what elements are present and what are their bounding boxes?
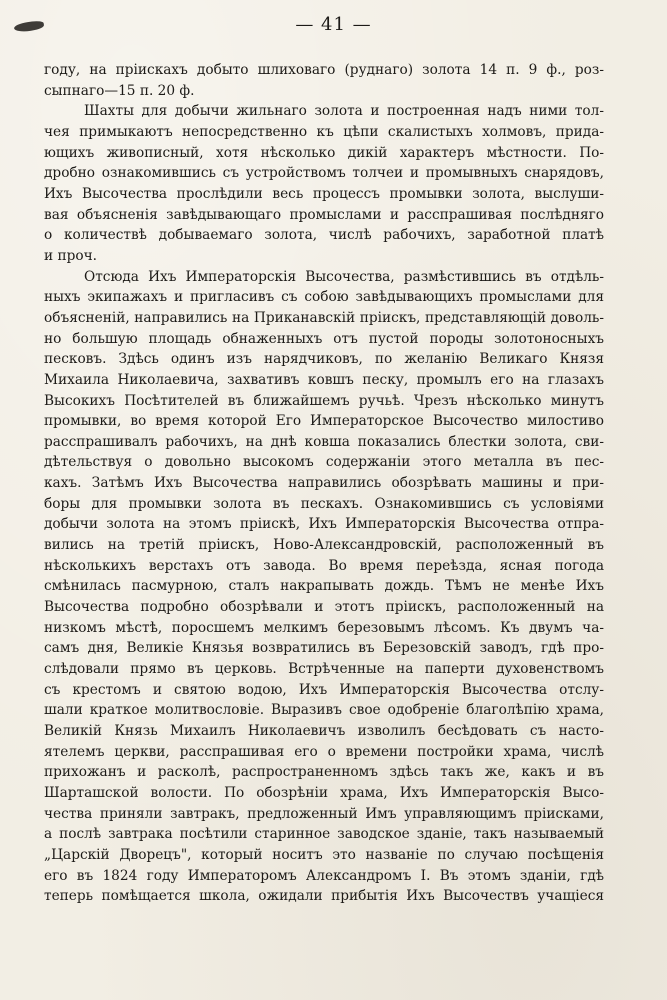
text-line: Шарташской волости. По обозрѣніи храма, Ихъ Императорскія Высо- xyxy=(44,784,604,801)
text-line: чея примыкаютъ непосредственно къ цѣпи скалистыхъ холмовъ, прида- xyxy=(44,123,604,140)
text-line: Ихъ Высочества прослѣдили весь процессъ промывки золота, выслуши- xyxy=(44,185,604,202)
text-line: низкомъ мѣстѣ, поросшемъ мелкимъ березовымъ лѣсомъ. Къ двумъ ча- xyxy=(44,619,604,636)
text-line: „Царскій Дворецъ", который носитъ это названіе по случаю посѣщенія xyxy=(44,846,604,863)
text-line: а послѣ завтрака посѣтили старинное заводское зданіе, такъ называемый xyxy=(44,826,604,843)
text-line: сыпнаго—15 п. 20 ф. xyxy=(44,82,195,99)
text-line: расспрашивалъ рабочихъ, на днѣ ковша показались блестки золота, сви- xyxy=(44,433,604,450)
text-line: но большую площадь обнаженныхъ отъ пустой породы золотоносныхъ xyxy=(44,330,604,347)
text-line: съ крестомъ и святою водою, Ихъ Императорскія Высочества отслу- xyxy=(44,681,604,698)
text-line: году, на пріискахъ добыто шлиховаго (руднаго) золота 14 п. 9 ф., роз- xyxy=(44,62,604,78)
text-line: дробно ознакомившись съ устройствомъ толчеи и промывныхъ снарядовъ, xyxy=(44,165,604,182)
text-line: и проч. xyxy=(44,247,97,264)
text-line: нѣсколькихъ верстахъ отъ завода. Во время переѣзда, ясная погода xyxy=(44,557,604,574)
text-line: ятелемъ церкви, расспрашивая его о времени постройки храма, числѣ xyxy=(44,743,604,760)
text-line: Высокихъ Посѣтителей въ ближайшемъ ручьѣ. Чрезъ нѣсколько минутъ xyxy=(44,392,604,409)
text-line: боры для промывки золота въ пескахъ. Ознакомившись съ условіями xyxy=(44,495,604,512)
text-line: Высочества подробно обозрѣвали и этотъ пріискъ, расположенный на xyxy=(44,599,604,616)
text-line: ющихъ живописный, хотя нѣсколько дикій характеръ мѣстности. По- xyxy=(44,144,604,161)
text-line: Шахты для добычи жильнаго золота и построенная надъ ними тол- xyxy=(84,103,604,120)
text-line: Отсюда Ихъ Императорскія Высочества, размѣстившись въ отдѣль- xyxy=(84,268,604,285)
text-line: промывки, во время которой Его Императорское Высочество милостиво xyxy=(44,413,604,430)
text-line: о количествѣ добываемаго золота, числѣ рабочихъ, заработной платѣ xyxy=(44,227,604,244)
text-line: его въ 1824 году Императоромъ Александромъ I. Въ этомъ зданіи, гдѣ xyxy=(44,867,604,884)
text-line: ныхъ экипажахъ и пригласивъ съ собою завѣдывающихъ промыслами для xyxy=(44,289,604,306)
text-line: добычи золота на этомъ пріискѣ, Ихъ Императорскія Высочества отпра- xyxy=(44,516,604,533)
text-line: песковъ. Здѣсь одинъ изъ нарядчиковъ, по желанію Великаго Князя xyxy=(44,351,604,368)
body-text xyxy=(44,60,604,907)
text-line: Великій Князь Михаилъ Николаевичъ изволилъ бесѣдовать съ насто- xyxy=(44,723,604,739)
text-line: кахъ. Затѣмъ Ихъ Высочества направились обозрѣвать машины и при- xyxy=(44,475,604,492)
text-line: вились на третій пріискъ, Ново-Александровскій, расположенный въ xyxy=(44,537,604,554)
text-line: Михаила Николаевича, захвативъ ковшъ песку, промылъ его на глазахъ xyxy=(44,371,604,388)
page-number: — 41 — xyxy=(295,14,372,35)
text-line: шали краткое молитвословіе. Выразивъ свое одобреніе благолѣпію храма, xyxy=(44,702,604,719)
text-line: слѣдовали прямо въ церковь. Встрѣченные на паперти духовенствомъ xyxy=(44,661,604,678)
text-line: вая объясненія завѣдывающаго промыслами и расспрашивая послѣдняго xyxy=(44,206,604,223)
text-line: чества приняли завтракъ, предложенный Имъ управляющимъ пріисками, xyxy=(44,805,604,822)
text-line: объясненій, направились на Приканавскій пріискъ, представляющій доволь- xyxy=(44,309,604,326)
text-line: дѣтельствуя о довольно высокомъ содержаніи этого металла въ пес- xyxy=(44,454,604,471)
text-line: прихожанъ и расколѣ, распространенномъ здѣсь такъ же, какъ и въ xyxy=(44,764,604,781)
text-line: самъ дня, Великіе Князья возвратились въ Березовскій заводъ, гдѣ про- xyxy=(44,640,604,657)
text-line: теперь помѣщается школа, ожидали прибытія Ихъ Высочествъ учащіеся xyxy=(44,888,604,905)
text-line: смѣнилась пасмурною, сталъ накрапывать дождь. Тѣмъ не менѣе Ихъ xyxy=(44,578,604,595)
